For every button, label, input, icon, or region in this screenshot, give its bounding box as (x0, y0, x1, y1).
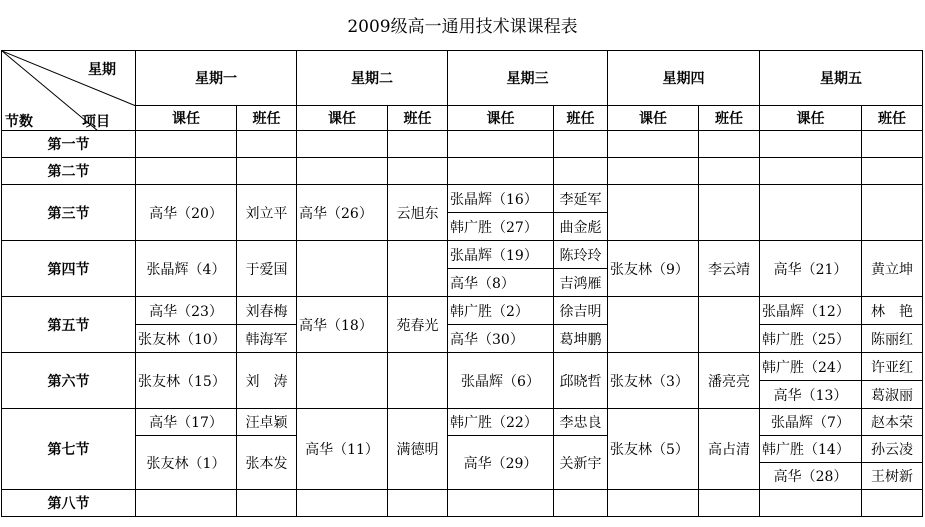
cell-teacher: 张友林（5） (608, 409, 699, 490)
cell-teacher: 张友林（1） (136, 436, 237, 490)
day-header-wed: 星期三 (448, 51, 608, 106)
cell-head: 苑春光 (388, 297, 448, 353)
cell-teacher: 张友林（15） (136, 353, 237, 409)
cell-head: 刘春梅 (237, 297, 297, 325)
cell-teacher: 高华（20） (136, 185, 237, 241)
sub-header-head: 班任 (862, 106, 923, 131)
sub-header-teacher: 课任 (760, 106, 862, 131)
table-row (2, 185, 923, 213)
cell-teacher: 张晶辉（4） (136, 241, 237, 297)
corner-period-label: 节数 (5, 114, 33, 130)
cell-head: 关新宇 (554, 436, 608, 490)
cell-teacher: 韩广胜（2） (448, 297, 554, 325)
cell-teacher: 高华（18） (297, 297, 388, 353)
cell-head: 李云靖 (699, 241, 760, 297)
cell-head: 陈玲玲 (554, 241, 608, 269)
sub-header-teacher: 课任 (297, 106, 388, 131)
cell-head: 满德明 (388, 409, 448, 490)
cell-head: 张本发 (237, 436, 297, 490)
day-header-mon: 星期一 (136, 51, 297, 106)
cell-teacher: 张晶辉（12） (760, 297, 862, 325)
table-row (2, 325, 923, 353)
cell-head: 赵本荣 (862, 409, 923, 436)
cell-teacher: 高华（29） (448, 436, 554, 490)
cell-teacher: 张晶辉（19） (448, 241, 554, 269)
corner-header-cell (2, 51, 136, 131)
period-label: 第五节 (2, 297, 136, 353)
cell-head: 王树新 (862, 463, 923, 490)
cell-teacher: 高华（11） (297, 409, 388, 490)
table-row (2, 241, 923, 269)
cell-teacher: 张晶辉（16） (448, 185, 554, 213)
cell-head: 孙云凌 (862, 436, 923, 463)
cell-head: 刘立平 (237, 185, 297, 241)
period-label: 第三节 (2, 185, 136, 241)
cell-head: 韩海军 (237, 325, 297, 353)
day-header-thu: 星期四 (608, 51, 760, 106)
cell-head: 汪卓颖 (237, 409, 297, 436)
period-label: 第二节 (2, 158, 136, 185)
table-row (2, 353, 923, 381)
sub-header-teacher: 课任 (136, 106, 237, 131)
table-row (2, 158, 923, 185)
cell-teacher: 张友林（10） (136, 325, 237, 353)
cell-teacher: 高华（30） (448, 325, 554, 353)
cell-teacher: 韩广胜（14） (760, 436, 862, 463)
cell-teacher: 张晶辉（6） (448, 353, 554, 409)
cell-head: 曲金彪 (554, 213, 608, 241)
table-row (2, 436, 923, 463)
cell-head: 潘亮亮 (699, 353, 760, 409)
cell-teacher: 高华（21） (760, 241, 862, 297)
day-header-tue: 星期二 (297, 51, 448, 106)
period-label: 第六节 (2, 353, 136, 409)
page-title: 2009级高一通用技术课课程表 (347, 17, 578, 37)
cell-head: 刘 涛 (237, 353, 297, 409)
cell-teacher: 高华（17） (136, 409, 237, 436)
sub-header-head: 班任 (554, 106, 608, 131)
cell-teacher: 高华（13） (760, 381, 862, 409)
cell-head: 吉鸿雁 (554, 269, 608, 297)
cell-head: 于爱国 (237, 241, 297, 297)
cell-teacher: 张晶辉（7） (760, 409, 862, 436)
cell-teacher: 张友林（9） (608, 241, 699, 297)
period-label: 第四节 (2, 241, 136, 297)
cell-head: 高占清 (699, 409, 760, 490)
cell-head: 李忠良 (554, 409, 608, 436)
cell-teacher: 韩广胜（24） (760, 353, 862, 381)
period-label: 第七节 (2, 409, 136, 490)
sub-header-teacher: 课任 (448, 106, 554, 131)
sub-header-head: 班任 (388, 106, 448, 131)
sub-header-head: 班任 (237, 106, 297, 131)
cell-head: 陈丽红 (862, 325, 923, 353)
schedule-table (1, 50, 923, 517)
period-label: 第一节 (2, 131, 136, 158)
table-row (2, 297, 923, 325)
cell-teacher: 张友林（3） (608, 353, 699, 409)
sub-header-teacher: 课任 (608, 106, 699, 131)
cell-teacher: 高华（23） (136, 297, 237, 325)
cell-head: 邱晓哲 (554, 353, 608, 409)
cell-teacher: 韩广胜（22） (448, 409, 554, 436)
period-label: 第八节 (2, 490, 136, 517)
cell-teacher: 高华（28） (760, 463, 862, 490)
cell-head: 黄立坤 (862, 241, 923, 297)
cell-head: 许亚红 (862, 353, 923, 381)
cell-head: 葛坤鹏 (554, 325, 608, 353)
cell-teacher: 韩广胜（27） (448, 213, 554, 241)
cell-head: 云旭东 (388, 185, 448, 241)
table-row (2, 490, 923, 517)
cell-head: 林 艳 (862, 297, 923, 325)
corner-item-label: 项目 (82, 114, 110, 130)
cell-teacher: 高华（8） (448, 269, 554, 297)
cell-head: 徐吉明 (554, 297, 608, 325)
cell-head: 李延军 (554, 185, 608, 213)
cell-teacher: 韩广胜（25） (760, 325, 862, 353)
table-row (2, 131, 923, 158)
cell-teacher: 高华（26） (297, 185, 388, 241)
day-header-fri: 星期五 (760, 51, 923, 106)
cell-head: 葛淑丽 (862, 381, 923, 409)
corner-weekday-label: 星期 (88, 62, 116, 78)
table-row (2, 409, 923, 436)
sub-header-head: 班任 (699, 106, 760, 131)
